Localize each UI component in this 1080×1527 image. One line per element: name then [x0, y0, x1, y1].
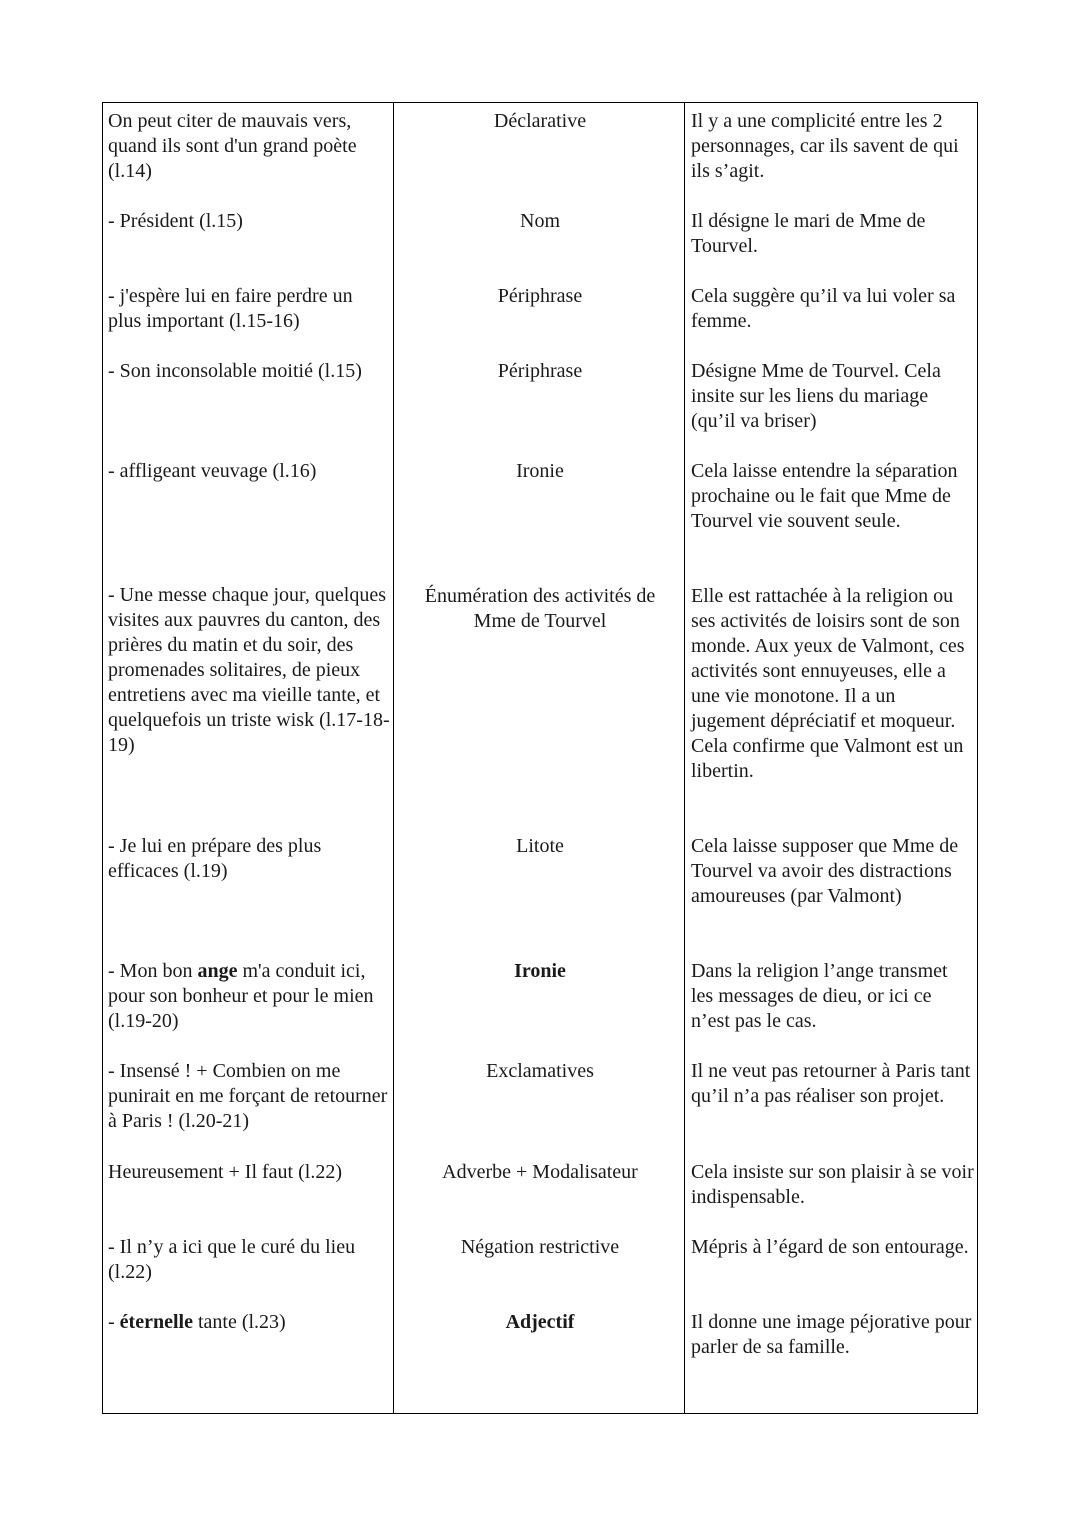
column-divider-1 — [393, 102, 394, 1414]
interpretation-cell: Il ne veut pas retourner à Paris tant qu’il n’a pas réaliser son projet. — [691, 1060, 971, 1107]
procede-cell: Périphrase — [497, 360, 583, 382]
procede-cell: Ironie — [516, 460, 564, 482]
table-bottom-border — [102, 1413, 978, 1414]
citation-cell — [108, 1310, 390, 1335]
citation-text: - Mon bon — [108, 960, 198, 982]
citation-cell: On peut citer de mauvais vers, quand ils sont d'un grand poète (l.14) — [108, 110, 357, 182]
interpretation-cell: Cela suggère qu’il va lui voler sa femme. — [691, 285, 956, 332]
citation-cell: - Une messe chaque jour, quelques visites aux pauvres du canton, des prières du matin et du soir, des promenades solitaires, de pieux entretiens avec ma vieille tante, et quelquefois un triste wisk (l.17-18-19) — [108, 584, 390, 756]
procede-cell: Nom — [520, 210, 560, 232]
column-divider-2 — [684, 102, 685, 1414]
procede-cell: Exclamatives — [486, 1060, 594, 1082]
citation-cell: - j'espère lui en faire perdre un plus important (l.15-16) — [108, 285, 353, 332]
citation-cell: - affligeant veuvage (l.16) — [108, 460, 317, 482]
interpretation-cell: Il y a une complicité entre les 2 personnages, car ils savent de qui ils s’agit. — [691, 110, 959, 182]
interpretation-cell: Cela insiste sur son plaisir à se voir indispensable. — [691, 1161, 974, 1208]
procede-cell: Litote — [516, 835, 564, 857]
citation-cell: - Son inconsolable moitié (l.15) — [108, 360, 362, 382]
procede-cell: Périphrase — [497, 285, 583, 307]
citation-cell — [108, 959, 390, 1034]
table-top-border — [102, 102, 978, 103]
interpretation-cell: Il désigne le mari de Mme de Tourvel. — [691, 210, 926, 257]
citation-cell: - Je lui en prépare des plus efficaces (l.19) — [108, 835, 322, 882]
citation-text: m'a conduit ici, pour son bonheur et pour le mien (l.19-20) — [108, 960, 374, 1032]
interpretation-cell: Elle est rattachée à la religion ou ses activités de loisirs sont de son monde. Aux yeux de Valmont, ces activités sont ennuyeuses, elle a une vie monotone. Il a un jugement dépréciatif et moqueur. Cela confirme que Valmont est un libertin. — [691, 585, 965, 782]
interpretation-cell: Désigne Mme de Tourvel. Cela insite sur les liens du mariage (qu’il va briser) — [691, 360, 941, 432]
interpretation-cell: Mépris à l’égard de son entourage. — [691, 1236, 969, 1258]
table-right-border — [977, 102, 978, 1414]
procede-cell: Négation restrictive — [460, 1236, 620, 1258]
citation-bold-word: ange — [197, 960, 238, 982]
interpretation-cell: Il donne une image péjorative pour parler de sa famille. — [691, 1311, 972, 1358]
citation-text: - — [108, 1311, 120, 1333]
citation-cell: - Insensé ! + Combien on me punirait en me forçant de retourner à Paris ! (l.20-21) — [108, 1060, 388, 1132]
citation-cell: Heureusement + Il faut (l.22) — [108, 1161, 342, 1183]
procede-cell: Déclarative — [493, 110, 587, 132]
procede-cell: Ironie — [514, 960, 566, 982]
interpretation-cell: Dans la religion l’ange transmet les messages de dieu, or ici ce n’est pas le cas. — [691, 960, 948, 1032]
table-left-border — [102, 102, 103, 1414]
citation-text: tante (l.23) — [192, 1311, 286, 1333]
procede-cell: Adverbe + Modalisateur — [442, 1161, 638, 1183]
interpretation-cell: Cela laisse supposer que Mme de Tourvel va avoir des distractions amoureuses (par Valmont) — [691, 835, 959, 907]
citation-bold-word: éternelle — [119, 1311, 193, 1333]
citation-cell: - Il n’y a ici que le curé du lieu (l.22) — [108, 1236, 356, 1283]
procede-cell: Énumération des activités de Mme de Tourvel — [424, 585, 656, 632]
procede-cell: Adjectif — [505, 1311, 575, 1333]
interpretation-cell: Cela laisse entendre la séparation prochaine ou le fait que Mme de Tourvel vie souvent seule. — [691, 460, 958, 532]
citation-cell: - Président (l.15) — [108, 210, 243, 232]
analysis-table — [102, 102, 978, 1414]
